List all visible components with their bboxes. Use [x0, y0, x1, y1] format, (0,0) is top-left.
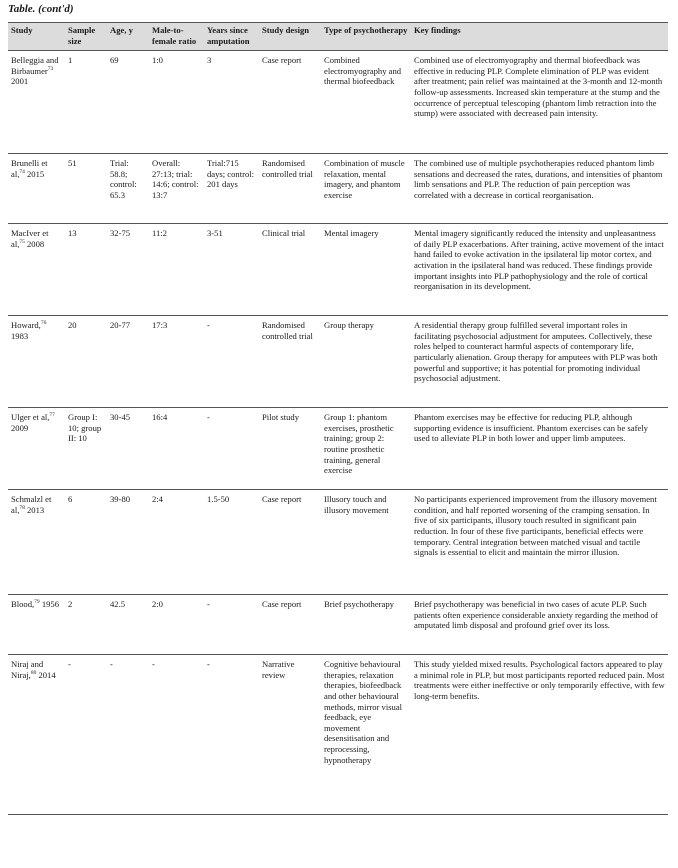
- cell-age: 42.5: [110, 599, 126, 610]
- cell-sample-size: 51: [68, 158, 77, 169]
- header-psychotherapy-type: Type of psychotherapy: [321, 23, 411, 51]
- header-key-findings: Key findings: [411, 23, 668, 51]
- table-row: [8, 154, 668, 224]
- cell-years: -: [207, 320, 210, 331]
- cell-design: Case report: [262, 599, 302, 610]
- cell-design: Randomised controlled trial: [262, 158, 313, 179]
- cell-therapy: Mental imagery: [324, 228, 379, 239]
- cell-design: Pilot study: [262, 412, 300, 423]
- cell-study: Schmalzl et al,$^{78}$ 2013: [11, 494, 52, 515]
- cell-age: 20-77: [110, 320, 131, 331]
- cell-study: MacIver et al,$^{75}$ 2008: [11, 228, 49, 249]
- cell-findings: Brief psychotherapy was beneficial in two cases of acute PLP. Such patients often experience considerable anxiety regarding the method of amputated limb disposal and profound grief over its loss.: [414, 599, 658, 631]
- cell-sample-size: 1: [68, 55, 73, 66]
- cell-age: Trial: 58.8; control: 65.3: [110, 158, 137, 200]
- cell-study: Howard,$^{76}$ 1983: [11, 320, 47, 341]
- cell-ratio: 2:4: [152, 494, 163, 505]
- cell-study: Brunelli et al,$^{74}$ 2015: [11, 158, 48, 179]
- cell-years: -: [207, 599, 210, 610]
- cell-years: 3: [207, 55, 212, 66]
- cell-therapy: Group 1: phantom exercises, prosthetic training; group 2: routine prosthetic training, general exercise: [324, 412, 394, 476]
- table-row: [8, 224, 668, 316]
- table-row: [8, 51, 668, 154]
- cell-years: -: [207, 412, 210, 423]
- cell-therapy: Combination of muscle relaxation, mental imagery, and phantom exercise: [324, 158, 405, 200]
- cell-findings: No participants experienced improvement from the illusory movement condition, and half reported worsening of the cramping sensation. In five of six participants, illusory touch resulted in significant pain reduction. In four of these five participants, beneficial effects were temporary. Central integration between matched visual and tactile signals is essential to elicit and maintain the mirror illusion.: [414, 494, 657, 558]
- cell-age: 39-80: [110, 494, 131, 505]
- cell-age: 30-45: [110, 412, 131, 423]
- cell-years: -: [207, 659, 210, 670]
- cell-findings: Phantom exercises may be effective for reducing PLP, although supporting evidence is insufficient. Phantom exercises can be safely used to alleviate PLP in both lower and upper limb amputees.: [414, 412, 648, 444]
- header-study-design: Study design: [259, 23, 321, 51]
- cell-therapy: Group therapy: [324, 320, 374, 331]
- header-ratio: Male-to-female ratio: [149, 23, 204, 51]
- cell-ratio: Overall: 27:13; trial: 14:6; control: 13:7: [152, 158, 199, 200]
- cell-design: Randomised controlled trial: [262, 320, 313, 341]
- cell-findings: A residential therapy group fulfilled several important roles in facilitating psychosocial adjustment for amputees. Collectively, these roles helped to counteract harmful aspects of contemporary life, particularly alienation. Group therapy for amputees with PLP was both powerful and supportive; it has potential for promoting individual psychosocial adjustment.: [414, 320, 658, 384]
- cell-therapy: Combined electromyography and thermal biofeedback: [324, 55, 402, 87]
- cell-years: 3-51: [207, 228, 223, 239]
- cell-design: Clinical trial: [262, 228, 306, 239]
- cell-ratio: 17:3: [152, 320, 168, 331]
- cell-ratio: 2:0: [152, 599, 163, 610]
- cell-age: -: [110, 659, 113, 670]
- cell-study: Blood,$^{79}$ 1956: [11, 599, 60, 610]
- cell-sample-size: -: [68, 659, 71, 670]
- cell-therapy: Illusory touch and illusory movement: [324, 494, 389, 515]
- cell-age: 69: [110, 55, 119, 66]
- cell-design: Case report: [262, 55, 302, 66]
- cell-ratio: -: [152, 659, 155, 670]
- header-years-since-amputation: Years since amputation: [204, 23, 259, 51]
- cell-sample-size: 6: [68, 494, 73, 505]
- cell-age: 32-75: [110, 228, 131, 239]
- cell-findings: Mental imagery significantly reduced the intensity and unpleasantness of daily PLP exacerbations. After training, active movement of the intact hand failed to evoke activation in the ipsilateral lip motor cortex, and activation in the ipsilateral hand was reduced. These findings provide important insights into PLP pathophysiology and the role of cortical reorganisation in its development.: [414, 228, 664, 292]
- cell-study: Belleggia and Birbaumer$^{73}$ 2001: [11, 55, 59, 87]
- cell-sample-size: 13: [68, 228, 77, 239]
- cell-findings: This study yielded mixed results. Psychological factors appeared to play a minimal role in PLP, but most participants reported reduced pain. Most treatments were either ineffective or only temporarily effective, with few long-term benefits.: [414, 659, 665, 701]
- cell-therapy: Brief psychotherapy: [324, 599, 394, 610]
- cell-sample-size: Group I: 10; group II: 10: [68, 412, 102, 444]
- header-sample-size: Sample size: [65, 23, 107, 51]
- cell-sample-size: 2: [68, 599, 73, 610]
- cell-findings: The combined use of multiple psychotherapies reduced phantom limb sensations and decreased the rates, durations, and intensities of phantom limb sensations and PLP. The reduction of pain perception was correlated with a decrease in cortical reorganisation.: [414, 158, 663, 200]
- table-row: [8, 490, 668, 595]
- cell-design: Narrative review: [262, 659, 295, 680]
- cell-sample-size: 20: [68, 320, 77, 331]
- table-caption: Table. (cont'd): [8, 3, 74, 15]
- header-age: Age, y: [107, 23, 149, 51]
- cell-study: Ulger et al,$^{77}$ 2009: [11, 412, 55, 433]
- table-header-row: [8, 23, 668, 51]
- cell-years: Trial:715 days; control: 201 days: [207, 158, 255, 190]
- cell-findings: Combined use of electromyography and thermal biofeedback was effective in reducing PLP. Complete elimination of PLP was evident after treatment; pain relief was maintained at the 3-month and 12-month follow-up assessments. Increased skin temperature at the stump and the occurrence of perceptual telescoping (phantom limb retraction into the stump) were associated with decreased pain intensity.: [414, 55, 663, 119]
- cell-study: Niraj and Niraj,$^{80}$ 2014: [11, 659, 56, 680]
- cell-years: 1.5-50: [207, 494, 230, 505]
- studies-table: [8, 22, 668, 815]
- table-row: [8, 408, 668, 490]
- table-row: [8, 595, 668, 655]
- cell-ratio: 16:4: [152, 412, 168, 423]
- table-row: [8, 316, 668, 408]
- cell-ratio: 11:2: [152, 228, 167, 239]
- cell-ratio: 1:0: [152, 55, 163, 66]
- cell-therapy: Cognitive behavioural therapies, relaxation therapies, biofeedback and other behavioural methods, mirror visual feedback, eye movement desensitisation and reprocessing, hypnotherapy: [324, 659, 403, 765]
- table-row: [8, 655, 668, 815]
- header-study: Study: [8, 23, 65, 51]
- cell-design: Case report: [262, 494, 302, 505]
